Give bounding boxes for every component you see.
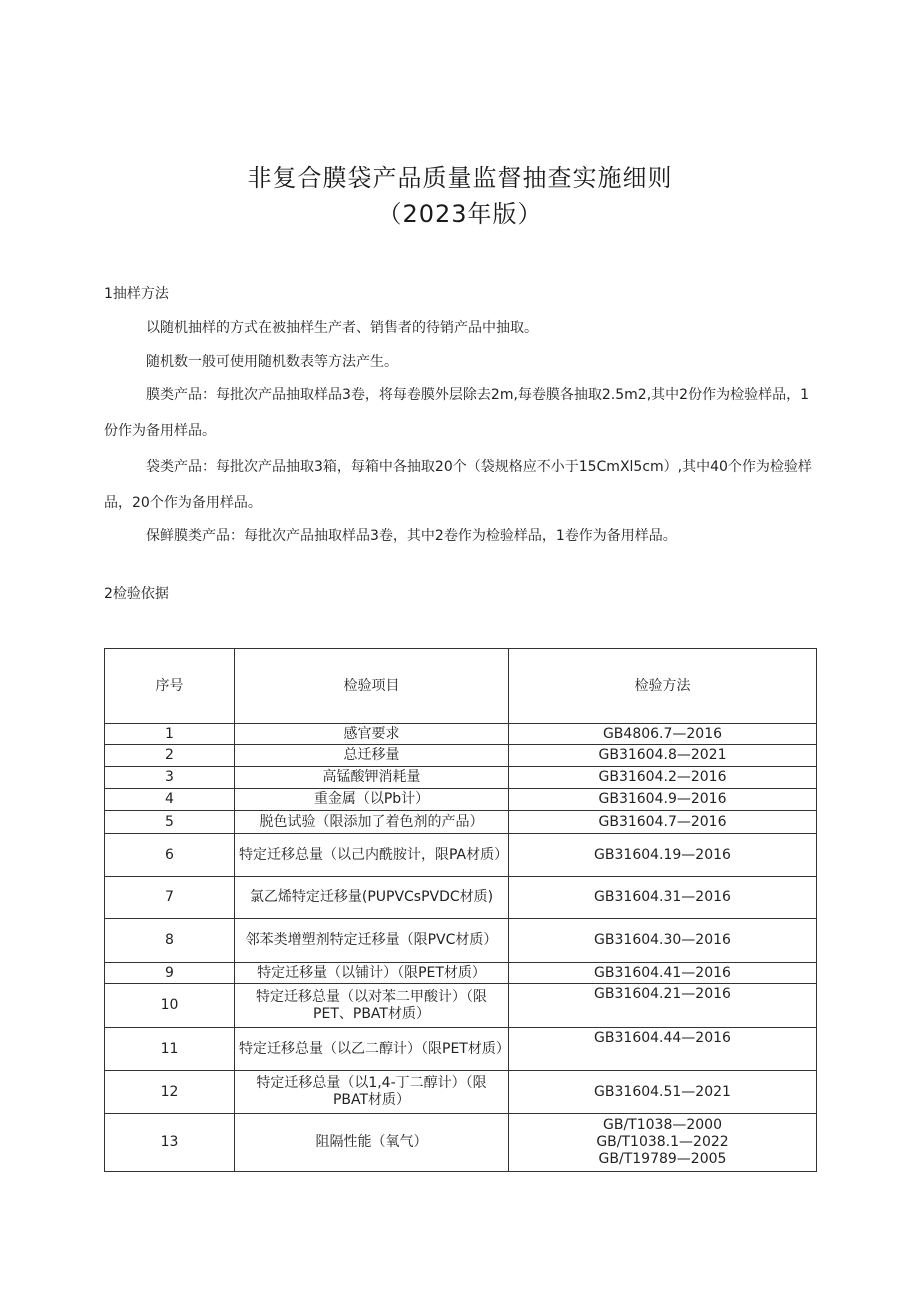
table-row [105, 767, 817, 789]
cell-no: 13 [105, 1114, 235, 1172]
table-row [105, 1114, 817, 1172]
cell-method: GB31604.9—2016 [509, 789, 817, 811]
document-title: 非复合膜袋产品质量监督抽查实施细则 [247, 164, 673, 192]
inspection-table [104, 648, 817, 1172]
cell-method: GB31604.19—2016 [509, 834, 817, 877]
cell-method: GB31604.8—2021 [509, 745, 817, 767]
header-item: 检验项目 [235, 649, 509, 724]
cell-item: 重金属（以Pb计） [235, 789, 509, 811]
cell-item: 高锰酸钾消耗量 [235, 767, 509, 789]
cell-no: 6 [105, 834, 235, 877]
cell-method: GB31604.41—2016 [509, 963, 817, 984]
cell-no: 1 [105, 724, 235, 745]
cell-item: 特定迁移总量（以乙二醇计）（限PET材质） [235, 1028, 509, 1071]
section-heading-sampling: 1抽样方法 [104, 286, 169, 302]
cell-method-list [509, 1114, 817, 1172]
cell-no: 3 [105, 767, 235, 789]
cell-item: 特定迁移总量（以1,4-丁二醇计）（限PBAT材质） [235, 1071, 509, 1114]
table-row [105, 919, 817, 963]
paragraph: 膜类产品：每批次产品抽取样品3卷，将每卷膜外层除去2m,每卷膜各抽取2.5m2,其中2份作为检验样品，1份作为备用样品。 [104, 387, 809, 439]
table-row [105, 789, 817, 811]
method-line: GB/T1038.1—2022 [596, 1134, 729, 1150]
cell-method: GB31604.21—2016 [509, 984, 817, 1028]
cell-no: 8 [105, 919, 235, 963]
cell-item: 特定迁移总量（以对苯二甲酸计）（限PET、PBAT材质） [235, 984, 509, 1028]
cell-no: 7 [105, 877, 235, 919]
cell-item: 氯乙烯特定迁移量(PUPVCsPVDC材质) [235, 877, 509, 919]
method-line: GB/T1038—2000 [603, 1117, 722, 1133]
cell-method: GB31604.2—2016 [509, 767, 817, 789]
cell-item: 总迁移量 [235, 745, 509, 767]
table-row [105, 963, 817, 984]
table-row [105, 1071, 817, 1114]
header-no: 序号 [105, 649, 235, 724]
cell-no: 10 [105, 984, 235, 1028]
cell-no: 11 [105, 1028, 235, 1071]
table-row [105, 745, 817, 767]
cell-no: 12 [105, 1071, 235, 1114]
cell-method: GB31604.31—2016 [509, 877, 817, 919]
section-heading-basis: 2检验依据 [104, 586, 169, 602]
cell-item: 阻隔性能（氧气） [235, 1114, 509, 1172]
cell-no: 4 [105, 789, 235, 811]
paragraph: 保鲜膜类产品：每批次产品抽取样品3卷，其中2卷作为检验样品，1卷作为备用样品。 [146, 528, 677, 544]
header-method: 检验方法 [509, 649, 817, 724]
table-row [105, 834, 817, 877]
cell-no: 9 [105, 963, 235, 984]
document-subtitle: （2023年版） [377, 200, 543, 228]
table-row [105, 724, 817, 745]
cell-method: GB31604.7—2016 [509, 811, 817, 834]
method-line: GB/T19789—2005 [598, 1151, 727, 1167]
cell-item: 特定迁移总量（以己内酰胺计，限PA材质） [235, 834, 509, 877]
table-header-row [105, 649, 817, 724]
cell-method: GB31604.44—2016 [509, 1028, 817, 1071]
cell-item: 感官要求 [235, 724, 509, 745]
table-row [105, 1028, 817, 1071]
table-row [105, 877, 817, 919]
cell-method: GB31604.30—2016 [509, 919, 817, 963]
cell-no: 5 [105, 811, 235, 834]
cell-item: 邻苯类增塑剂特定迁移量（限PVC材质） [235, 919, 509, 963]
cell-item: 脱色试验（限添加了着色剂的产品） [235, 811, 509, 834]
table-row [105, 984, 817, 1028]
table-row [105, 811, 817, 834]
cell-method: GB31604.51—2021 [509, 1071, 817, 1114]
paragraph: 随机数一般可使用随机数表等方法产生。 [146, 354, 398, 370]
cell-method: GB4806.7—2016 [509, 724, 817, 745]
cell-item: 特定迁移量（以铺计）（限PET材质） [235, 963, 509, 984]
paragraph: 以随机抽样的方式在被抽样生产者、销售者的待销产品中抽取。 [146, 320, 538, 336]
cell-no: 2 [105, 745, 235, 767]
paragraph: 袋类产品：每批次产品抽取3箱，每箱中各抽取20个（袋规格应不小于15CmXl5cm）,其中40个作为检验样品，20个作为备用样品。 [104, 459, 812, 511]
